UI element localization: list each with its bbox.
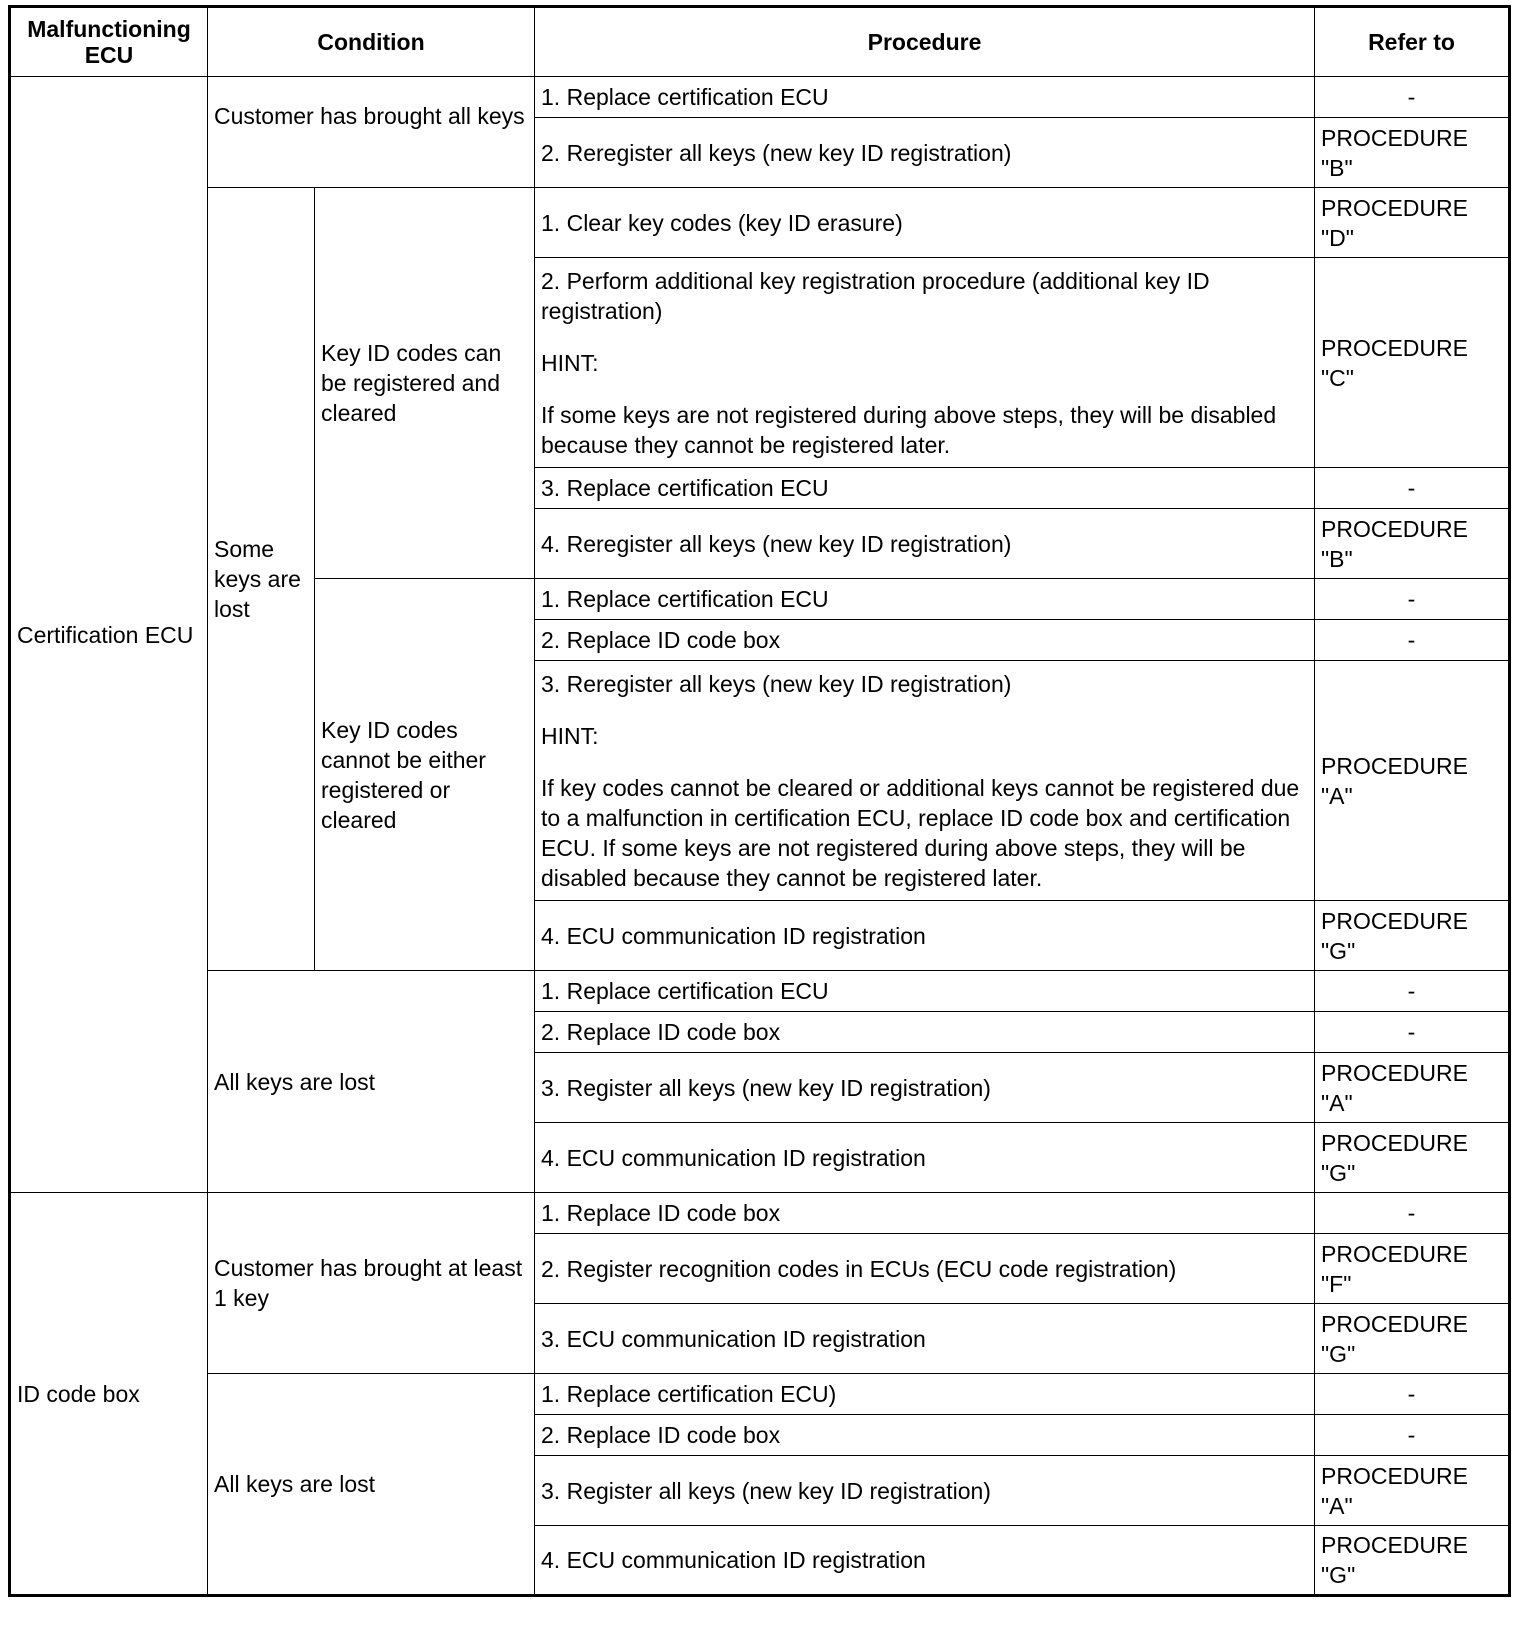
procedure-step: 1. Replace certification ECU bbox=[535, 579, 1315, 620]
procedure-step: 1. Replace certification ECU bbox=[535, 77, 1315, 118]
refer-cell: PROCEDURE "A" bbox=[1315, 1456, 1510, 1526]
procedure-step: 2. Perform additional key registration procedure (additional key ID registration) bbox=[541, 267, 1210, 324]
procedure-step: 1. Clear key codes (key ID erasure) bbox=[535, 188, 1315, 258]
procedure-step: 2. Replace ID code box bbox=[535, 620, 1315, 661]
hint-label: HINT: bbox=[541, 349, 599, 376]
refer-cell: - bbox=[1315, 77, 1510, 118]
table-row bbox=[10, 1374, 1510, 1415]
hint-text: If some keys are not registered during above steps, they will be disabled because they cannot be registered later. bbox=[541, 401, 1277, 458]
refer-cell: - bbox=[1315, 1374, 1510, 1415]
refer-cell: - bbox=[1315, 620, 1510, 661]
refer-cell: PROCEDURE "G" bbox=[1315, 1304, 1510, 1374]
refer-cell: PROCEDURE "G" bbox=[1315, 1526, 1510, 1596]
ecu-cell-id-code-box: ID code box bbox=[10, 1193, 208, 1596]
procedure-step-with-hint bbox=[535, 661, 1315, 901]
header-procedure: Procedure bbox=[535, 7, 1315, 77]
hint-label: HINT: bbox=[541, 722, 599, 749]
procedure-step: 2. Reregister all keys (new key ID registration) bbox=[535, 118, 1315, 188]
procedure-step: 1. Replace certification ECU) bbox=[535, 1374, 1315, 1415]
procedure-table bbox=[8, 5, 1511, 1597]
refer-cell: PROCEDURE "D" bbox=[1315, 188, 1510, 258]
condition-brought-all-keys: Customer has brought all keys bbox=[208, 77, 535, 188]
procedure-step: 4. ECU communication ID registration bbox=[535, 1526, 1315, 1596]
condition-brought-one-key: Customer has brought at least 1 key bbox=[208, 1193, 535, 1374]
procedure-step: 1. Replace ID code box bbox=[535, 1193, 1315, 1234]
condition-all-keys-lost: All keys are lost bbox=[208, 1374, 535, 1596]
refer-cell: - bbox=[1315, 1012, 1510, 1053]
refer-cell: PROCEDURE "F" bbox=[1315, 1234, 1510, 1304]
table-row bbox=[10, 971, 1510, 1012]
ecu-cell-certification: Certification ECU bbox=[10, 77, 208, 1193]
header-ecu: Malfunctioning ECU bbox=[10, 7, 208, 77]
procedure-step: 3. Reregister all keys (new key ID registration) bbox=[541, 670, 1012, 697]
procedure-step: 2. Replace ID code box bbox=[535, 1012, 1315, 1053]
procedure-step: 2. Register recognition codes in ECUs (ECU code registration) bbox=[535, 1234, 1315, 1304]
procedure-step: 3. Replace certification ECU bbox=[535, 468, 1315, 509]
header-condition: Condition bbox=[208, 7, 535, 77]
condition-cannot-register: Key ID codes cannot be either registered or cleared bbox=[315, 579, 535, 971]
refer-cell: - bbox=[1315, 1415, 1510, 1456]
refer-cell: - bbox=[1315, 579, 1510, 620]
refer-cell: PROCEDURE "A" bbox=[1315, 1053, 1510, 1123]
refer-cell: - bbox=[1315, 468, 1510, 509]
procedure-step: 1. Replace certification ECU bbox=[535, 971, 1315, 1012]
procedure-step: 3. ECU communication ID registration bbox=[535, 1304, 1315, 1374]
refer-cell: PROCEDURE "G" bbox=[1315, 901, 1510, 971]
condition-can-register: Key ID codes can be registered and cleared bbox=[315, 188, 535, 579]
procedure-step: 3. Register all keys (new key ID registration) bbox=[535, 1053, 1315, 1123]
refer-cell: PROCEDURE "B" bbox=[1315, 118, 1510, 188]
hint-text: If key codes cannot be cleared or additional keys cannot be registered due to a malfunction in certification ECU, replace ID code box and certification ECU. If some keys are not registered during above steps, they will be disabled because they cannot be registered later. bbox=[541, 774, 1300, 891]
refer-cell: PROCEDURE "A" bbox=[1315, 661, 1510, 901]
procedure-step-with-hint bbox=[535, 258, 1315, 468]
refer-cell: PROCEDURE "C" bbox=[1315, 258, 1510, 468]
refer-cell: - bbox=[1315, 1193, 1510, 1234]
header-row bbox=[10, 7, 1510, 77]
table-row bbox=[10, 188, 1510, 258]
procedure-step: 3. Register all keys (new key ID registration) bbox=[535, 1456, 1315, 1526]
procedure-step: 4. ECU communication ID registration bbox=[535, 901, 1315, 971]
condition-all-keys-lost: All keys are lost bbox=[208, 971, 535, 1193]
procedure-step: 4. ECU communication ID registration bbox=[535, 1123, 1315, 1193]
procedure-step: 2. Replace ID code box bbox=[535, 1415, 1315, 1456]
refer-cell: PROCEDURE "G" bbox=[1315, 1123, 1510, 1193]
condition-some-keys-lost: Some keys are lost bbox=[208, 188, 315, 971]
refer-cell: - bbox=[1315, 971, 1510, 1012]
document-page bbox=[8, 5, 1508, 1597]
header-refer: Refer to bbox=[1315, 7, 1510, 77]
refer-cell: PROCEDURE "B" bbox=[1315, 509, 1510, 579]
procedure-step: 4. Reregister all keys (new key ID registration) bbox=[535, 509, 1315, 579]
table-row bbox=[10, 1193, 1510, 1234]
table-row bbox=[10, 77, 1510, 118]
